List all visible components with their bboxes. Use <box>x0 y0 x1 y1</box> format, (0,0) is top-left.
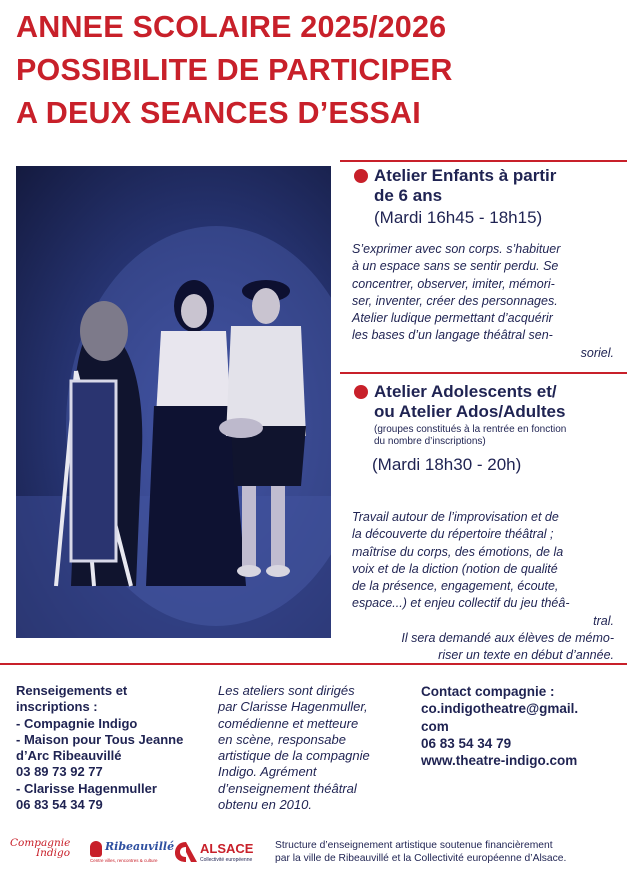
logo-ribeauville-text: Ribeauvillé <box>105 840 175 853</box>
logo-ribeauville <box>90 838 175 868</box>
workshop-teens-description <box>352 509 614 665</box>
structure-note-line-2: par la ville de Ribeauvillé et la Collectivité européenne d’Alsace. <box>275 852 567 864</box>
director-line: Les ateliers sont dirigés <box>218 683 355 698</box>
info-line: - Maison pour Tous Jeanne <box>16 731 184 747</box>
workshop-teens-heading-line-1: Atelier Adolescents et/ <box>374 382 557 401</box>
workshop-children-description <box>352 241 614 362</box>
logo-alsace-text: ALSACE <box>200 841 254 856</box>
info-line: 03 89 73 92 77 <box>16 764 103 780</box>
note-line-1: (groupes constitués à la rentrée en fonction <box>374 424 567 435</box>
alsace-emblem-icon <box>173 840 199 864</box>
director-line: artistique de la compagnie <box>218 748 370 764</box>
desc-children-line: soriel. <box>580 345 614 360</box>
ribeauville-emblem-icon <box>90 841 102 857</box>
logo-alsace-sub: Collectivité européenne <box>200 857 253 863</box>
workshop-teens-heading-line-2: ou Atelier Ados/Adultes <box>374 402 566 421</box>
contact-email[interactable]: co.indigotheatre@gmail. <box>421 701 579 717</box>
director-column <box>218 683 413 813</box>
desc-children-line: ser, inventer, créer des personnages. <box>352 293 558 308</box>
divider-top <box>340 160 627 162</box>
info-column <box>16 683 216 813</box>
divider-middle <box>340 372 627 374</box>
desc-teens-line: voix et de la diction (notion de qualité <box>352 561 558 576</box>
structure-note <box>275 840 620 865</box>
bullet-dot-teens <box>354 385 368 399</box>
desc-teens-line: espace...) et enjeu collectif du jeu théâ- <box>352 596 570 611</box>
director-line: par Clarisse Hagenmuller, <box>218 699 368 715</box>
workshop-children-heading-line-2: de 6 ans <box>374 186 443 205</box>
desc-children-line: concentrer, observer, imiter, mémori- <box>352 276 555 291</box>
contact-phone[interactable]: 06 83 54 34 79 <box>421 735 512 751</box>
workshop-teens-heading <box>374 382 565 422</box>
info-line: 06 83 54 34 79 <box>16 797 103 813</box>
logo-compagnie-indigo <box>10 838 80 868</box>
workshop-children-heading-line-1: Atelier Enfants à partir <box>374 166 557 185</box>
contact-website[interactable]: www.theatre-indigo.com <box>421 753 578 769</box>
info-line: Renseigements et <box>16 683 128 698</box>
title-line-2: POSSIBILITE DE PARTICIPER <box>16 53 453 87</box>
note-line-2: du nombre d’inscriptions) <box>374 436 486 447</box>
director-line: d’enseignement théâtral <box>218 780 357 796</box>
workshop-teens-time: (Mardi 18h30 - 20h) <box>372 455 522 474</box>
desc-teens-line: la découverte du répertoire théâtral ; <box>352 527 554 542</box>
desc-teens-line: de la présence, engagement, écoute, <box>352 579 559 594</box>
logo-ribeauville-sub: Centre villes, rencontres & culture <box>90 858 158 863</box>
info-line: - Compagnie Indigo <box>16 715 138 731</box>
desc-children-line: les bases d’un langage théâtral sen- <box>352 328 553 343</box>
desc-teens-line: maîtrise du corps, des émotions, de la <box>352 544 564 559</box>
contact-column <box>421 683 621 769</box>
page-title <box>16 6 616 135</box>
desc-teens-line: tral. <box>593 613 614 628</box>
info-line: - Clarisse Hagenmuller <box>16 780 157 796</box>
workshop-children-heading <box>374 166 556 206</box>
info-line: d’Arc Ribeauvillé <box>16 748 122 764</box>
info-line: inscriptions : <box>16 699 98 715</box>
workshop-teens-note <box>374 424 566 448</box>
desc-teens-line: Travail autour de l’improvisation et de <box>352 510 559 524</box>
workshop-children-time: (Mardi 16h45 - 18h15) <box>374 208 543 227</box>
title-line-1: ANNEE SCOLAIRE 2025/2026 <box>16 10 447 44</box>
logo-indigo-line-1: Compagnie <box>10 837 71 849</box>
logo-alsace <box>173 838 258 868</box>
director-line: obtenu en 2010. <box>218 797 312 813</box>
director-line: en scène, responsabe <box>218 731 346 747</box>
title-line-3: A DEUX SEANCES D’ESSAI <box>16 96 421 130</box>
structure-note-line-1: Structure d’enseignement artistique soutenue financièrement <box>275 840 553 851</box>
desc-children-line: S’exprimer avec son corps. s’habituer <box>352 242 561 256</box>
theatre-photo <box>16 166 331 638</box>
director-line: comédienne et metteure <box>218 715 359 731</box>
director-line: Indigo. Agrément <box>218 764 317 780</box>
bullet-dot-children <box>354 169 368 183</box>
desc-children-line: Atelier ludique permettant d’acquérir <box>352 311 553 326</box>
desc-children-line: à un espace sans se sentir perdu. Se <box>352 259 559 274</box>
contact-email-cont[interactable]: com <box>421 718 449 734</box>
contact-heading: Contact compagnie : <box>421 684 555 699</box>
desc-teens-line: riser un texte en début d’année. <box>438 648 614 663</box>
desc-teens-line: Il sera demandé aux élèves de mémo- <box>401 631 614 646</box>
logo-indigo-line-2: Indigo <box>36 847 71 859</box>
